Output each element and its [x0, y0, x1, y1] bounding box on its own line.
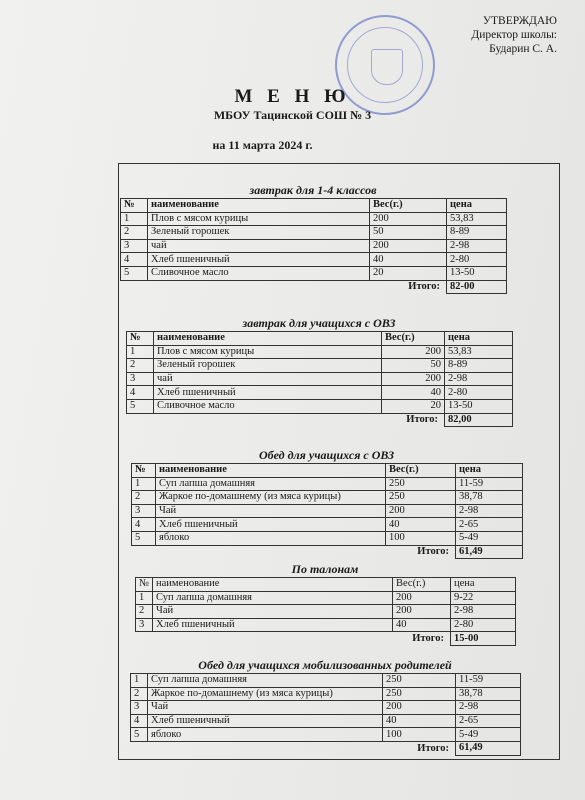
menu-section-breakfast-ovz	[126, 316, 512, 427]
approval-block	[471, 14, 557, 56]
cell-weight: 100	[383, 728, 456, 742]
cell-price: 5-49	[456, 531, 523, 545]
cell-price: 38,78	[456, 687, 521, 701]
menu-date: на 11 марта 2024 г.	[212, 138, 313, 152]
menu-title: М Е Н Ю	[234, 86, 351, 107]
cell-name: Жаркое по-домашнему (из мяса курицы)	[148, 687, 383, 701]
total-label: Итого:	[408, 281, 440, 293]
cell-weight: 100	[386, 531, 456, 545]
table-row	[136, 618, 516, 632]
cell-weight: 250	[383, 674, 456, 688]
cell-name: Суп лапша домашняя	[156, 477, 386, 491]
cell-weight: 40	[386, 518, 456, 532]
approve-position: Директор школы:	[471, 29, 557, 41]
cell-num: 5	[132, 531, 156, 545]
col-num: №	[132, 464, 156, 478]
approve-signer: Бударин С. А.	[489, 43, 557, 55]
cell-num: 2	[131, 687, 148, 701]
total-label: Итого:	[417, 742, 449, 754]
total-row	[132, 545, 523, 559]
section-title: завтрак для 1-4 классов	[249, 183, 377, 197]
cell-weight: 250	[386, 477, 456, 491]
cell-num: 4	[132, 518, 156, 532]
cell-name: Хлеб пшеничный	[156, 518, 386, 532]
approve-label: УТВЕРЖДАЮ	[482, 15, 557, 27]
school-name: МБОУ Тацинской СОШ № 3	[213, 108, 372, 122]
cell-num: 4	[127, 386, 154, 400]
cell-price: 2-65	[456, 518, 523, 532]
table-row	[132, 477, 523, 491]
cell-name: чай	[148, 239, 370, 253]
menu-section-coupons	[135, 562, 515, 646]
table-row	[121, 212, 507, 226]
cell-price: 13-50	[447, 266, 507, 280]
cell-price: 11-59	[456, 477, 523, 491]
cell-num: 5	[127, 399, 154, 413]
cell-weight: 200	[393, 605, 451, 619]
cell-name: Жаркое по-домашнему (из мяса курицы)	[156, 491, 386, 505]
cell-price: 53,83	[447, 212, 507, 226]
table-row	[127, 345, 513, 359]
cell-weight: 20	[370, 266, 447, 280]
menu-section-lunch-mobilized	[130, 658, 520, 756]
col-num: №	[121, 199, 148, 213]
cell-weight: 200	[382, 372, 445, 386]
cell-weight: 40	[393, 618, 451, 632]
cell-name: Зеленый горошек	[148, 226, 370, 240]
total-value: 82-00	[447, 280, 507, 294]
cell-weight: 250	[386, 491, 456, 505]
table-row	[127, 399, 513, 413]
total-label: Итого:	[406, 414, 438, 426]
table-header-row	[121, 199, 507, 213]
total-row	[121, 280, 507, 294]
table-row	[131, 701, 521, 715]
col-weight: Вес(г.)	[382, 332, 445, 346]
table-row	[131, 728, 521, 742]
cell-weight: 50	[370, 226, 447, 240]
table-row	[121, 253, 507, 267]
cell-weight: 200	[370, 239, 447, 253]
col-price: цена	[445, 332, 513, 346]
table-row	[121, 226, 507, 240]
cell-price: 2-98	[447, 239, 507, 253]
table-row	[127, 386, 513, 400]
cell-num: 5	[131, 728, 148, 742]
cell-name: Плов с мясом курицы	[154, 345, 382, 359]
cell-name: Суп лапша домашняя	[148, 674, 383, 688]
menu-table	[135, 577, 516, 646]
section-title: Обед для учащихся с ОВЗ	[258, 448, 395, 462]
cell-num: 2	[132, 491, 156, 505]
section-title: Обед для учащихся мобилизованных родителей	[198, 658, 452, 672]
cell-price: 2-98	[445, 372, 513, 386]
menu-table	[120, 198, 507, 294]
total-value: 15-00	[451, 632, 516, 646]
cell-num: 2	[127, 359, 154, 373]
cell-weight: 250	[383, 687, 456, 701]
col-name: наименование	[154, 332, 382, 346]
cell-weight: 40	[370, 253, 447, 267]
menu-table	[130, 673, 521, 756]
col-price: цена	[447, 199, 507, 213]
table-row	[127, 372, 513, 386]
cell-weight: 50	[382, 359, 445, 373]
col-weight: Вес(г.)	[370, 199, 447, 213]
cell-weight: 200	[370, 212, 447, 226]
table-row	[132, 491, 523, 505]
col-name: наименование	[156, 464, 386, 478]
total-row	[136, 632, 516, 646]
cell-num: 2	[136, 605, 153, 619]
table-row	[127, 359, 513, 373]
cell-weight: 200	[383, 701, 456, 715]
cell-name: Чай	[148, 701, 383, 715]
col-num: №	[127, 332, 154, 346]
table-row	[136, 591, 516, 605]
cell-num: 1	[136, 591, 153, 605]
cell-num: 2	[121, 226, 148, 240]
table-header-row	[136, 578, 516, 592]
table-row	[131, 714, 521, 728]
total-label: Итого:	[417, 546, 449, 558]
cell-price: 2-65	[456, 714, 521, 728]
cell-weight: 40	[383, 714, 456, 728]
cell-price: 9-22	[451, 591, 516, 605]
cell-name: Плов с мясом курицы	[148, 212, 370, 226]
table-row	[131, 687, 521, 701]
cell-price: 2-80	[447, 253, 507, 267]
cell-name: Хлеб пшеничный	[153, 618, 393, 632]
total-value: 61,49	[456, 741, 521, 755]
cell-price: 38,78	[456, 491, 523, 505]
cell-num: 4	[131, 714, 148, 728]
cell-num: 4	[121, 253, 148, 267]
table-row	[132, 518, 523, 532]
cell-num: 1	[127, 345, 154, 359]
cell-weight: 20	[382, 399, 445, 413]
table-header-row	[127, 332, 513, 346]
section-title: завтрак для учащихся с ОВЗ	[242, 316, 396, 330]
cell-num: 1	[132, 477, 156, 491]
menu-section-lunch-ovz	[131, 448, 522, 559]
cell-price: 2-98	[456, 701, 521, 715]
cell-name: Чай	[153, 605, 393, 619]
cell-num: 1	[131, 674, 148, 688]
col-price: цена	[451, 578, 516, 592]
total-row	[131, 741, 521, 755]
cell-name: Сливочное масло	[154, 399, 382, 413]
table-header-row	[132, 464, 523, 478]
cell-name: Зеленый горошек	[154, 359, 382, 373]
cell-price: 53,83	[445, 345, 513, 359]
section-title: По талонам	[291, 562, 359, 576]
cell-num: 1	[121, 212, 148, 226]
total-value: 82,00	[445, 413, 513, 427]
cell-num: 5	[121, 266, 148, 280]
cell-weight: 200	[382, 345, 445, 359]
cell-name: чай	[154, 372, 382, 386]
cell-weight: 40	[382, 386, 445, 400]
table-row	[132, 531, 523, 545]
col-weight: Вес(г.)	[386, 464, 456, 478]
cell-name: Суп лапша домашняя	[153, 591, 393, 605]
cell-price: 2-98	[456, 504, 523, 518]
menu-section-breakfast-1-4	[120, 183, 506, 294]
cell-price: 8-89	[445, 359, 513, 373]
cell-name: Хлеб пшеничный	[148, 253, 370, 267]
menu-table	[126, 331, 513, 427]
total-label: Итого:	[412, 632, 444, 644]
cell-price: 8-89	[447, 226, 507, 240]
cell-num: 3	[132, 504, 156, 518]
table-row	[132, 504, 523, 518]
cell-price: 11-59	[456, 674, 521, 688]
cell-price: 2-98	[451, 605, 516, 619]
cell-price: 2-80	[451, 618, 516, 632]
cell-price: 13-50	[445, 399, 513, 413]
cell-num: 3	[131, 701, 148, 715]
cell-price: 5-49	[456, 728, 521, 742]
cell-name: Сливочное масло	[148, 266, 370, 280]
table-row	[136, 605, 516, 619]
cell-num: 3	[136, 618, 153, 632]
col-weight: Вес(г.)	[393, 578, 451, 592]
table-row	[131, 674, 521, 688]
total-value: 61,49	[456, 545, 523, 559]
cell-name: Чай	[156, 504, 386, 518]
cell-name: яблоко	[156, 531, 386, 545]
cell-name: Хлеб пшеничный	[148, 714, 383, 728]
table-row	[121, 266, 507, 280]
cell-name: Хлеб пшеничный	[154, 386, 382, 400]
col-price: цена	[456, 464, 523, 478]
cell-num: 3	[121, 239, 148, 253]
cell-price: 2-80	[445, 386, 513, 400]
col-num: №	[136, 578, 153, 592]
col-name: наименование	[148, 199, 370, 213]
table-row	[121, 239, 507, 253]
menu-table	[131, 463, 523, 559]
total-row	[127, 413, 513, 427]
cell-weight: 200	[386, 504, 456, 518]
cell-weight: 200	[393, 591, 451, 605]
cell-name: яблоко	[148, 728, 383, 742]
cell-num: 3	[127, 372, 154, 386]
col-name: наименование	[153, 578, 393, 592]
